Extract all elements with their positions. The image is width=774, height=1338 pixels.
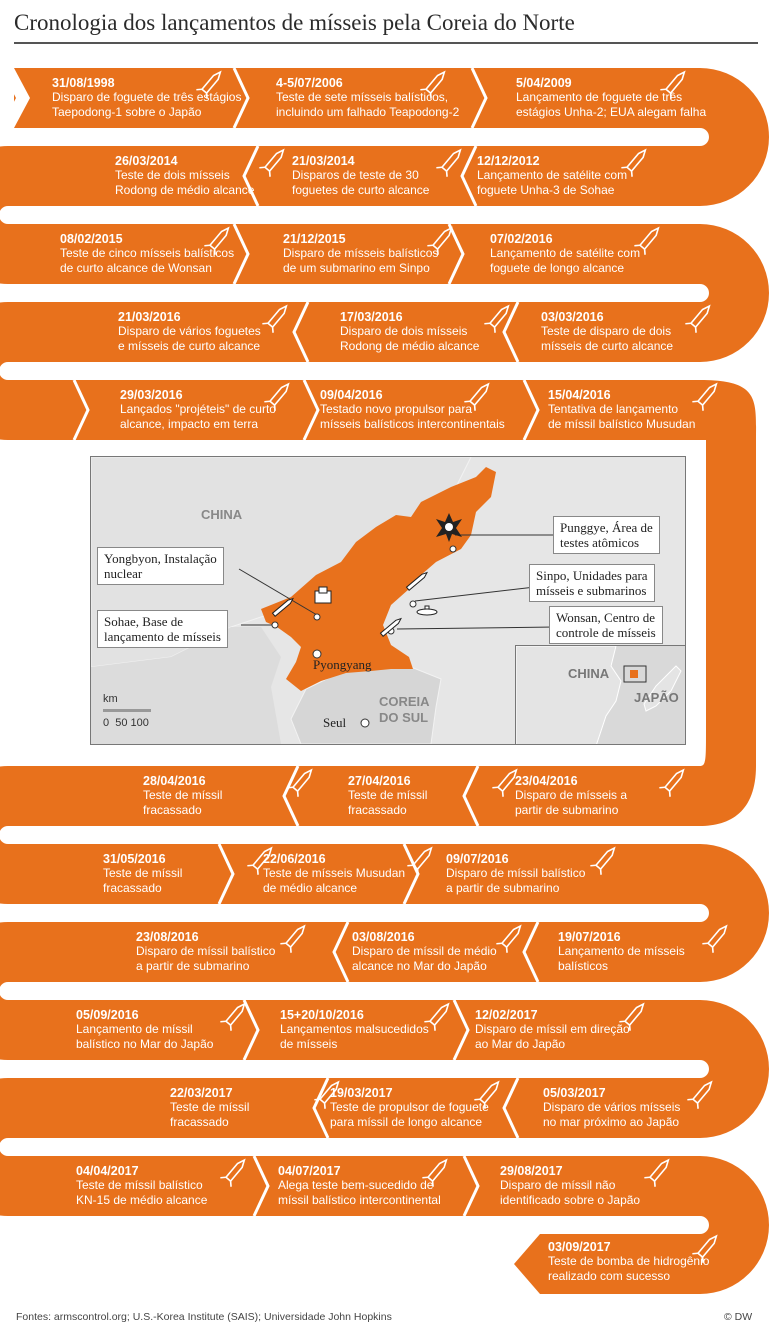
event-date: 27/04/2016 (348, 774, 411, 788)
event-date: 21/12/2015 (283, 232, 346, 246)
event-date: 09/04/2016 (320, 388, 383, 402)
map-label-china: CHINA (201, 507, 243, 522)
callout-wonsan-line2: controle de mísseis (556, 625, 656, 640)
event-description: Alega teste bem-sucedido de (278, 1178, 434, 1192)
event-description: fracassado (170, 1115, 229, 1129)
event-description: Lançamento de mísseis (558, 944, 685, 958)
event-date: 28/04/2016 (143, 774, 206, 788)
callout-wonsan-line1: Wonsan, Centro de (556, 610, 655, 625)
event-description: Lançados "projéteis" de curto (120, 402, 276, 416)
event-description: Teste de sete mísseis balísticos, (276, 90, 449, 104)
event-description: Testado novo propulsor para (320, 402, 473, 416)
page-title: Cronologia dos lançamentos de mísseis pela Coreia do Norte (14, 10, 575, 35)
event-description: Disparo de míssil balístico (136, 944, 276, 958)
event-date: 03/03/2016 (541, 310, 604, 324)
callout-sohae (97, 610, 228, 648)
event-description: Teste de míssil (103, 866, 183, 880)
event-description: de curto alcance de Wonsan (60, 261, 212, 275)
event-description: no mar próximo ao Japão (543, 1115, 680, 1129)
timeline-turn-right (700, 1000, 769, 1138)
event-description: balístico no Mar do Japão (76, 1037, 214, 1051)
event-description: Tentativa de lançamento (548, 402, 679, 416)
event-date: 22/03/2017 (170, 1086, 233, 1100)
event-date: 15/04/2016 (548, 388, 611, 402)
event-description: Lançamento de foguete de três (516, 90, 683, 104)
seoul-dot (361, 719, 369, 727)
event-date: 04/07/2017 (278, 1164, 341, 1178)
event-date: 26/03/2014 (115, 154, 178, 168)
event-date: 29/08/2017 (500, 1164, 563, 1178)
event-description: Teste de míssil (143, 788, 223, 802)
callout-sinpo-line1: Sinpo, Unidades para (536, 568, 648, 583)
yongbyon-dot (314, 614, 320, 620)
event-description: foguetes de curto alcance (292, 183, 430, 197)
event-description: foguete Unha-3 de Sohae (477, 183, 615, 197)
scale-unit: km (103, 693, 118, 705)
event-description: Lançamento de satélite com (477, 168, 628, 182)
event-description: Disparo de míssil balístico (446, 866, 586, 880)
event-description: a partir de submarino (136, 959, 250, 973)
event-date: 23/08/2016 (136, 930, 199, 944)
map-label-south-korea-2: DO SUL (379, 710, 429, 725)
sohae-dot (272, 622, 278, 628)
inset-label-china: CHINA (568, 666, 610, 681)
event-description: Disparo de míssil não (500, 1178, 616, 1192)
event-date: 15+20/10/2016 (280, 1008, 364, 1022)
timeline-turn-right (700, 844, 769, 982)
callout-punggye-line1: Punggye, Área de (560, 520, 653, 535)
event-date: 31/08/1998 (52, 76, 115, 90)
event-description: de míssil balístico Musudan (548, 417, 696, 431)
event-date: 19/07/2016 (558, 930, 621, 944)
event-date: 05/03/2017 (543, 1086, 606, 1100)
event-date: 17/03/2016 (340, 310, 403, 324)
timeline-arrow-end (514, 1234, 540, 1294)
korea-map (90, 456, 686, 745)
event-description: mísseis balísticos intercontinentais (320, 417, 505, 431)
event-description: para míssil de longo alcance (330, 1115, 483, 1129)
event-description: Disparo de mísseis a (515, 788, 628, 802)
timeline-turn-left (0, 146, 8, 284)
map-city-pyongyang: Pyongyang (313, 657, 372, 672)
event-description: Lançamentos malsucedidos (280, 1022, 429, 1036)
timeline-turn-left (0, 766, 8, 904)
event-description: Disparo de dois mísseis (340, 324, 468, 338)
event-description: estágios Unha-2; EUA alegam falha (516, 105, 707, 119)
callout-yongbyon (97, 547, 224, 585)
callout-yongbyon-line1: Yongbyon, Instalação (104, 551, 217, 566)
event-date: 09/07/2016 (446, 852, 509, 866)
event-description: alcance, impacto em terra (120, 417, 259, 431)
punggye-dot (450, 546, 456, 552)
locator-inset (515, 645, 686, 745)
event-description: de um submarino em Sinpo (283, 261, 430, 275)
event-description: Teste de míssil (348, 788, 428, 802)
event-description: realizado com sucesso (548, 1269, 671, 1283)
scale-label (103, 693, 149, 729)
timeline-turn-map (700, 380, 756, 826)
event-date: 12/12/2012 (477, 154, 540, 168)
callout-sinpo (529, 564, 655, 602)
event-description: Lançamento de satélite com (490, 246, 641, 260)
timeline-turn-left (0, 922, 8, 1060)
event-date: 19/03/2017 (330, 1086, 393, 1100)
callout-punggye-line2: testes atômicos (560, 535, 640, 550)
event-description: Disparo de míssil de médio (352, 944, 497, 958)
event-description: fracassado (143, 803, 202, 817)
event-description: incluindo um falhado Teapodong-2 (276, 105, 460, 119)
event-description: fracassado (103, 881, 162, 895)
event-date: 08/02/2015 (60, 232, 123, 246)
event-description: Teste de míssil (170, 1100, 250, 1114)
map-label-south-korea-1: COREIA (379, 694, 430, 709)
event-description: Teste de propulsor de foguete (330, 1100, 489, 1114)
event-date: 5/04/2009 (516, 76, 572, 90)
event-description: KN-15 de médio alcance (76, 1193, 208, 1207)
event-description: Teste de cinco mísseis balísticos (60, 246, 235, 260)
event-description: Rodong de médio alcance (115, 183, 255, 197)
timeline-turn-left (0, 1078, 8, 1216)
event-description: partir de submarino (515, 803, 619, 817)
event-date: 31/05/2016 (103, 852, 166, 866)
event-description: Disparos de teste de 30 (292, 168, 419, 182)
event-description: Teste de bomba de hidrogênio (548, 1254, 710, 1268)
event-date: 03/08/2016 (352, 930, 415, 944)
callout-wonsan (549, 606, 663, 644)
event-description: Disparo de foguete de três estágios (52, 90, 242, 104)
event-description: e mísseis de curto alcance (118, 339, 261, 353)
map-city-seoul: Seul (323, 715, 347, 730)
event-description: a partir de submarino (446, 881, 560, 895)
event-description: Disparo de vários foguetes (118, 324, 261, 338)
event-date: 12/02/2017 (475, 1008, 538, 1022)
event-description: Teste de dois mísseis (115, 168, 230, 182)
event-description: mísseis de curto alcance (541, 339, 674, 353)
event-description: de médio alcance (263, 881, 358, 895)
event-date: 03/09/2017 (548, 1240, 611, 1254)
callout-punggye (553, 516, 660, 554)
event-description: Teste de disparo de dois (541, 324, 672, 338)
event-description: Disparo de mísseis balísticos (283, 246, 439, 260)
footer-sources: Fontes: armscontrol.org; U.S.-Korea Institute (SAIS); Universidade John Hopkins (16, 1311, 392, 1323)
event-description: balísticos (558, 959, 609, 973)
event-description: Teste de mísseis Musudan (263, 866, 406, 880)
event-description: fracassado (348, 803, 407, 817)
event-date: 22/06/2016 (263, 852, 326, 866)
event-date: 23/04/2016 (515, 774, 578, 788)
event-description: ao Mar do Japão (475, 1037, 566, 1051)
event-description: Lançamento de míssil (76, 1022, 193, 1036)
event-date: 04/04/2017 (76, 1164, 139, 1178)
event-description: Teste de míssil balístico (76, 1178, 203, 1192)
inset-china (516, 646, 621, 745)
event-description: Disparo de vários mísseis (543, 1100, 681, 1114)
scale-ticks: 0 50 100 (103, 717, 149, 729)
event-description: Disparo de míssil em direção (475, 1022, 630, 1036)
inset-korea (630, 670, 638, 678)
event-description: alcance no Mar do Japão (352, 959, 487, 973)
event-date: 4-5/07/2006 (276, 76, 343, 90)
event-date: 21/03/2016 (118, 310, 181, 324)
callout-sohae-line1: Sohae, Base de (104, 614, 184, 629)
sinpo-dot (410, 601, 416, 607)
callout-sinpo-line2: mísseis e submarinos (536, 583, 647, 598)
event-description: míssil balístico intercontinental (278, 1193, 441, 1207)
event-date: 05/09/2016 (76, 1008, 139, 1022)
submarine-icon (417, 606, 437, 615)
event-date: 21/03/2014 (292, 154, 355, 168)
event-description: Rodong de médio alcance (340, 339, 480, 353)
callout-yongbyon-line2: nuclear (104, 566, 143, 581)
timeline-turn-right (700, 224, 769, 362)
callout-sohae-line2: lançamento de mísseis (104, 629, 221, 644)
event-description: foguete de longo alcance (490, 261, 625, 275)
event-description: de mísseis (280, 1037, 338, 1051)
inset-label-japan: JAPÃO (634, 690, 679, 705)
event-date: 07/02/2016 (490, 232, 553, 246)
event-date: 29/03/2016 (120, 388, 183, 402)
event-description: identificado sobre o Japão (500, 1193, 641, 1207)
footer-credit: © DW (724, 1311, 753, 1323)
timeline-turn-right (700, 68, 769, 206)
event-description: Taepodong-1 sobre o Japão (52, 105, 202, 119)
timeline-turn-right (700, 1156, 769, 1294)
timeline-turn-left (0, 302, 8, 440)
